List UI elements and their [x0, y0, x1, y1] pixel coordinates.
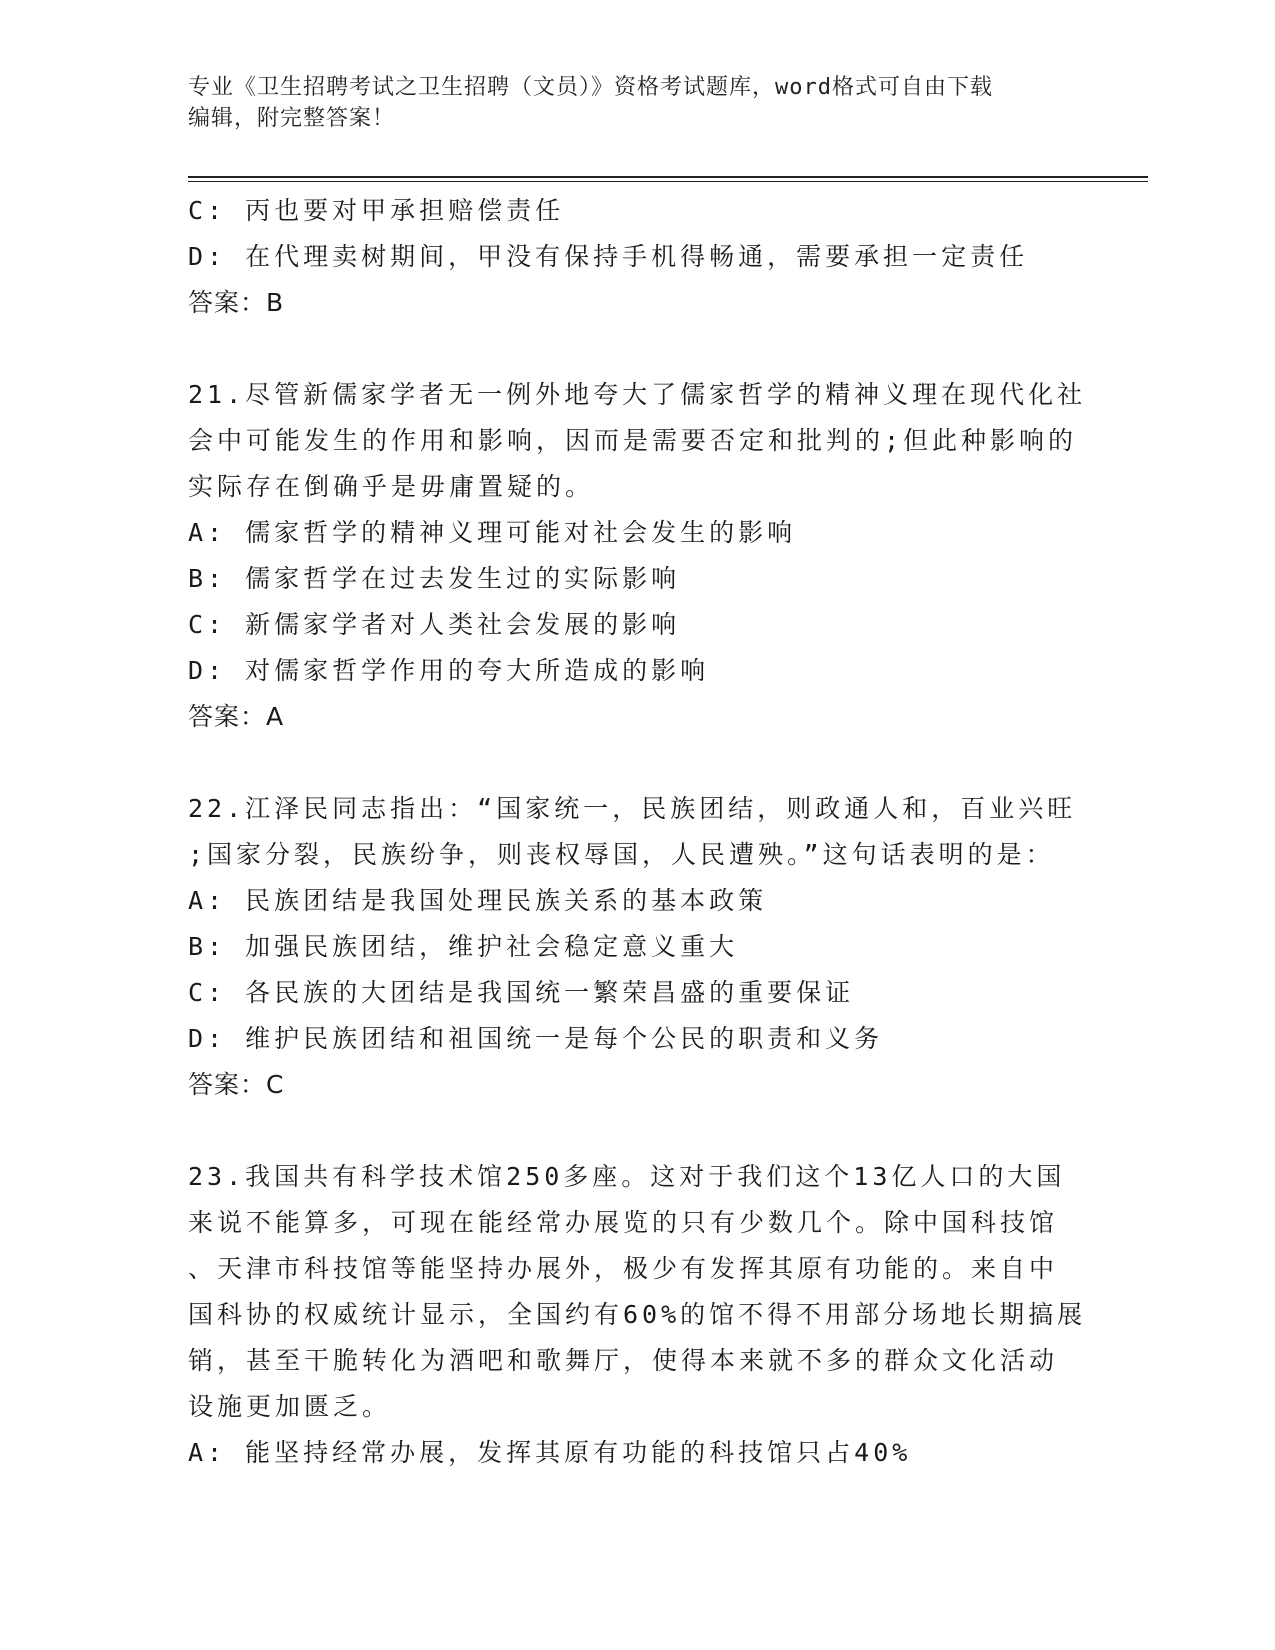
option-c: C: 新儒家学者对人类社会发展的影响	[188, 610, 681, 639]
header-divider-thick	[188, 176, 1148, 178]
option-d: D: 对儒家哲学作用的夸大所造成的影响	[188, 656, 710, 685]
answer-line: 答案：B	[188, 288, 285, 317]
document-header	[188, 72, 1068, 134]
spacer	[188, 326, 1088, 372]
spacer	[188, 740, 1088, 786]
option-a: A: 儒家哲学的精神义理可能对社会发生的影响	[188, 518, 797, 547]
question-stem-line: 设施更加匮乏。	[188, 1392, 392, 1421]
question-stem-line: 来说不能算多，可现在能经常办展览的只有少数几个。除中国科技馆	[188, 1208, 1059, 1237]
question-stem-line: 、天津市科技馆等能坚持办展外，极少有发挥其原有功能的。来自中	[188, 1254, 1059, 1283]
header-line-1: 专业《卫生招聘考试之卫生招聘（文员）》资格考试题库，word格式可自由下载	[188, 75, 993, 100]
question-stem-line: 国科协的权威统计显示，全国约有60%的馆不得不用部分场地长期搞展	[188, 1300, 1087, 1329]
question-23	[188, 1154, 1088, 1476]
answer-line: 答案：C	[188, 1070, 285, 1099]
question-content	[188, 188, 1088, 1476]
header-line-2: 编辑，附完整答案！	[188, 106, 396, 131]
question-20	[188, 188, 1088, 326]
option-c: C: 丙也要对甲承担赔偿责任	[188, 196, 565, 225]
question-stem-line: 21.尽管新儒家学者无一例外地夸大了儒家哲学的精神义理在现代化社	[188, 380, 1087, 409]
question-21	[188, 372, 1088, 740]
question-stem-line: 23.我国共有科学技术馆250多座。这对于我们这个13亿人口的大国	[188, 1162, 1066, 1191]
answer-line: 答案：A	[188, 702, 285, 731]
question-stem-line: 22.江泽民同志指出：“国家统一，民族团结，则政通人和，百业兴旺	[188, 794, 1077, 823]
option-d: D: 在代理卖树期间，甲没有保持手机得畅通，需要承担一定责任	[188, 242, 1029, 271]
question-22	[188, 786, 1088, 1108]
question-stem-line: 实际存在倒确乎是毋庸置疑的。	[188, 472, 595, 501]
option-d: D: 维护民族团结和祖国统一是每个公民的职责和义务	[188, 1024, 884, 1053]
option-b: B: 儒家哲学在过去发生过的实际影响	[188, 564, 681, 593]
option-a: A: 民族团结是我国处理民族关系的基本政策	[188, 886, 768, 915]
option-b: B: 加强民族团结，维护社会稳定意义重大	[188, 932, 739, 961]
header-divider-thin	[188, 181, 1148, 182]
question-stem-line: 销，甚至干脆转化为酒吧和歌舞厅，使得本来就不多的群众文化活动	[188, 1346, 1059, 1375]
option-a: A: 能坚持经常办展，发挥其原有功能的科技馆只占40%	[188, 1438, 912, 1467]
question-stem-line: 会中可能发生的作用和影响，因而是需要否定和批判的;但此种影响的	[188, 426, 1078, 455]
question-stem-line: ;国家分裂，民族纷争，则丧权辱国，人民遭殃。”这句话表明的是：	[188, 840, 1055, 869]
option-c: C: 各民族的大团结是我国统一繁荣昌盛的重要保证	[188, 978, 855, 1007]
spacer	[188, 1108, 1088, 1154]
